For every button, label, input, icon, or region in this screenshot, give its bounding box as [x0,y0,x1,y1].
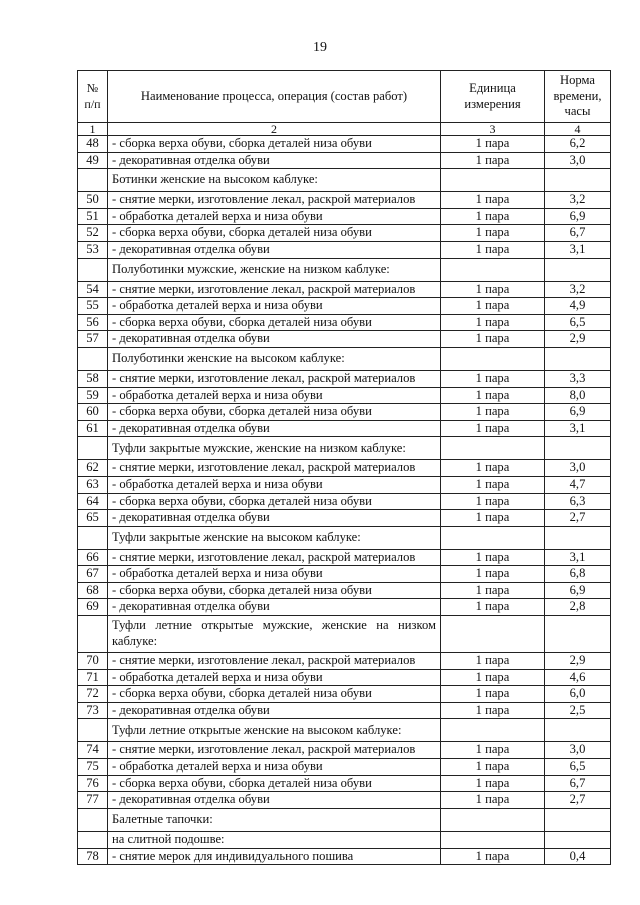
unit-value: 1 пара [441,136,545,153]
row-number: 63 [78,476,108,493]
row-number: 78 [78,848,108,865]
table-row [78,493,611,510]
table-row [78,476,611,493]
norm-empty [545,831,611,848]
operation-name: - снятие мерок для индивидуального пошива [108,848,441,865]
operation-name: - обработка деталей верха и низа обуви [108,208,441,225]
unit-value: 1 пара [441,192,545,209]
section-title: Ботинки женские на высоком каблуке: [108,169,441,192]
row-number-empty [78,347,108,370]
row-number: 77 [78,792,108,809]
operation-name: - обработка деталей верха и низа обуви [108,566,441,583]
row-number-empty [78,616,108,653]
column-number: 2 [108,123,441,136]
unit-value: 1 пара [441,582,545,599]
row-number: 57 [78,331,108,348]
column-number: 1 [78,123,108,136]
operation-name: - сборка верха обуви, сборка деталей низа обуви [108,493,441,510]
table-row [78,460,611,477]
operation-name: - обработка деталей верха и низа обуви [108,298,441,315]
header-num: № п/п [78,71,108,123]
norm-value: 6,0 [545,686,611,703]
unit-value: 1 пара [441,241,545,258]
norm-value: 8,0 [545,387,611,404]
row-number-empty [78,526,108,549]
norm-value: 0,4 [545,848,611,865]
row-number: 64 [78,493,108,510]
row-number: 56 [78,314,108,331]
operation-name: - снятие мерки, изготовление лекал, раскрой материалов [108,281,441,298]
table-row [78,420,611,437]
unit-value: 1 пара [441,566,545,583]
norm-empty [545,258,611,281]
norm-value: 2,9 [545,653,611,670]
table-row [78,370,611,387]
unit-value: 1 пара [441,702,545,719]
operation-name: - декоративная отделка обуви [108,702,441,719]
unit-value: 1 пара [441,387,545,404]
unit-value: 1 пара [441,298,545,315]
table-header-row [78,71,611,123]
unit-value: 1 пара [441,493,545,510]
table-row [78,759,611,776]
row-number-empty [78,831,108,848]
operation-name: - обработка деталей верха и низа обуви [108,669,441,686]
unit-empty [441,169,545,192]
unit-value: 1 пара [441,331,545,348]
norm-value: 2,7 [545,510,611,527]
section-title: Туфли летние открытые женские на высоком каблуке: [108,719,441,742]
operation-name: - сборка верха обуви, сборка деталей низа обуви [108,775,441,792]
section-title: Полуботинки мужские, женские на низком каблуке: [108,258,441,281]
unit-empty [441,437,545,460]
operation-name: - снятие мерки, изготовление лекал, раскрой материалов [108,742,441,759]
unit-value: 1 пара [441,669,545,686]
row-number: 58 [78,370,108,387]
unit-value: 1 пара [441,314,545,331]
section-row [78,437,611,460]
section-title: Туфли закрытые мужские, женские на низком каблуке: [108,437,441,460]
operation-name: - снятие мерки, изготовление лекал, раскрой материалов [108,192,441,209]
norm-value: 2,9 [545,331,611,348]
unit-value: 1 пара [441,460,545,477]
unit-value: 1 пара [441,510,545,527]
table-row [78,653,611,670]
operation-name: - декоративная отделка обуви [108,792,441,809]
norm-empty [545,526,611,549]
unit-empty [441,347,545,370]
norm-value: 6,2 [545,136,611,153]
unit-value: 1 пара [441,420,545,437]
row-number: 59 [78,387,108,404]
table-row [78,792,611,809]
operation-name: - снятие мерки, изготовление лекал, раскрой материалов [108,370,441,387]
operation-name: - обработка деталей верха и низа обуви [108,387,441,404]
unit-value: 1 пара [441,208,545,225]
norm-empty [545,719,611,742]
operation-name: - декоративная отделка обуви [108,241,441,258]
section-row [78,526,611,549]
table-row [78,582,611,599]
row-number-empty [78,719,108,742]
table-row [78,686,611,703]
table-row [78,281,611,298]
section-row [78,258,611,281]
table-row [78,225,611,242]
norm-value: 3,1 [545,549,611,566]
unit-value: 1 пара [441,404,545,421]
operation-name: - сборка верха обуви, сборка деталей низа обуви [108,136,441,153]
operation-name: - обработка деталей верха и низа обуви [108,759,441,776]
column-number: 4 [545,123,611,136]
section-row [78,831,611,848]
column-number-row [78,123,611,136]
unit-value: 1 пара [441,599,545,616]
operation-name: - сборка верха обуви, сборка деталей низа обуви [108,582,441,599]
row-number: 69 [78,599,108,616]
row-number: 71 [78,669,108,686]
header-name: Наименование процесса, операция (состав работ) [108,71,441,123]
table-row [78,136,611,153]
norm-empty [545,437,611,460]
operation-name: - декоративная отделка обуви [108,599,441,616]
row-number: 66 [78,549,108,566]
norm-value: 4,7 [545,476,611,493]
column-number: 3 [441,123,545,136]
unit-empty [441,808,545,831]
table-row [78,152,611,169]
table-row [78,387,611,404]
norm-empty [545,347,611,370]
section-row [78,616,611,653]
row-number: 75 [78,759,108,776]
header-norm: Норма времени, часы [545,71,611,123]
table-row [78,702,611,719]
operation-name: - сборка верха обуви, сборка деталей низа обуви [108,225,441,242]
unit-value: 1 пара [441,759,545,776]
unit-value: 1 пара [441,549,545,566]
norm-value: 3,2 [545,192,611,209]
unit-empty [441,831,545,848]
operation-name: - сборка верха обуви, сборка деталей низа обуви [108,314,441,331]
table-row [78,241,611,258]
unit-value: 1 пара [441,686,545,703]
norms-table [77,70,611,865]
unit-value: 1 пара [441,848,545,865]
header-unit: Единица измерения [441,71,545,123]
table-row [78,566,611,583]
row-number: 48 [78,136,108,153]
row-number: 52 [78,225,108,242]
norm-value: 3,2 [545,281,611,298]
norm-value: 4,9 [545,298,611,315]
operation-name: - снятие мерки, изготовление лекал, раскрой материалов [108,460,441,477]
norm-value: 3,0 [545,742,611,759]
norm-value: 6,5 [545,314,611,331]
table-row [78,669,611,686]
norm-value: 3,1 [545,241,611,258]
norm-value: 6,5 [545,759,611,776]
norm-value: 6,9 [545,582,611,599]
table-row [78,742,611,759]
row-number: 74 [78,742,108,759]
unit-value: 1 пара [441,476,545,493]
row-number: 68 [78,582,108,599]
table-body [78,136,611,865]
section-title: Туфли закрытые женские на высоком каблуке: [108,526,441,549]
row-number-empty [78,437,108,460]
row-number: 67 [78,566,108,583]
operation-name: - декоративная отделка обуви [108,331,441,348]
row-number: 49 [78,152,108,169]
operation-name: - декоративная отделка обуви [108,510,441,527]
unit-empty [441,719,545,742]
table-row [78,775,611,792]
norm-value: 6,7 [545,225,611,242]
section-row [78,169,611,192]
norm-value: 6,9 [545,404,611,421]
norm-value: 2,5 [545,702,611,719]
norm-value: 3,0 [545,152,611,169]
row-number: 73 [78,702,108,719]
unit-value: 1 пара [441,225,545,242]
operation-name: - сборка верха обуви, сборка деталей низа обуви [108,404,441,421]
unit-value: 1 пара [441,653,545,670]
operation-name: - декоративная отделка обуви [108,420,441,437]
norm-empty [545,616,611,653]
unit-empty [441,258,545,281]
operation-name: - декоративная отделка обуви [108,152,441,169]
norm-value: 6,3 [545,493,611,510]
table-row [78,510,611,527]
norm-value: 3,3 [545,370,611,387]
norm-value: 2,8 [545,599,611,616]
norm-empty [545,169,611,192]
norm-value: 6,8 [545,566,611,583]
table-row [78,208,611,225]
row-number: 53 [78,241,108,258]
row-number: 76 [78,775,108,792]
row-number: 70 [78,653,108,670]
table-row [78,314,611,331]
norm-value: 4,6 [545,669,611,686]
table-row [78,404,611,421]
row-number: 62 [78,460,108,477]
row-number: 51 [78,208,108,225]
section-title: Туфли летние открытые мужские, женские на низком каблуке: [108,616,441,653]
operation-name: - снятие мерки, изготовление лекал, раскрой материалов [108,549,441,566]
row-number: 72 [78,686,108,703]
norm-value: 6,7 [545,775,611,792]
operation-name: - обработка деталей верха и низа обуви [108,476,441,493]
table-row [78,192,611,209]
row-number-empty [78,258,108,281]
row-number-empty [78,808,108,831]
norm-value: 3,1 [545,420,611,437]
unit-value: 1 пара [441,152,545,169]
row-number: 55 [78,298,108,315]
table-row [78,599,611,616]
table-row [78,549,611,566]
page-number: 19 [313,40,327,55]
unit-value: 1 пара [441,281,545,298]
unit-value: 1 пара [441,792,545,809]
unit-value: 1 пара [441,742,545,759]
section-title: Полуботинки женские на высоком каблуке: [108,347,441,370]
section-row [78,347,611,370]
row-number: 61 [78,420,108,437]
unit-value: 1 пара [441,775,545,792]
section-title: на слитной подошве: [108,831,441,848]
table-row [78,848,611,865]
row-number: 65 [78,510,108,527]
norm-empty [545,808,611,831]
operation-name: - сборка верха обуви, сборка деталей низа обуви [108,686,441,703]
section-row [78,719,611,742]
norm-value: 3,0 [545,460,611,477]
norm-value: 2,7 [545,792,611,809]
row-number: 60 [78,404,108,421]
norm-value: 6,9 [545,208,611,225]
unit-value: 1 пара [441,370,545,387]
unit-empty [441,526,545,549]
section-title: Балетные тапочки: [108,808,441,831]
section-row [78,808,611,831]
table-row [78,298,611,315]
unit-empty [441,616,545,653]
row-number: 50 [78,192,108,209]
table-row [78,331,611,348]
operation-name: - снятие мерки, изготовление лекал, раскрой материалов [108,653,441,670]
row-number-empty [78,169,108,192]
row-number: 54 [78,281,108,298]
